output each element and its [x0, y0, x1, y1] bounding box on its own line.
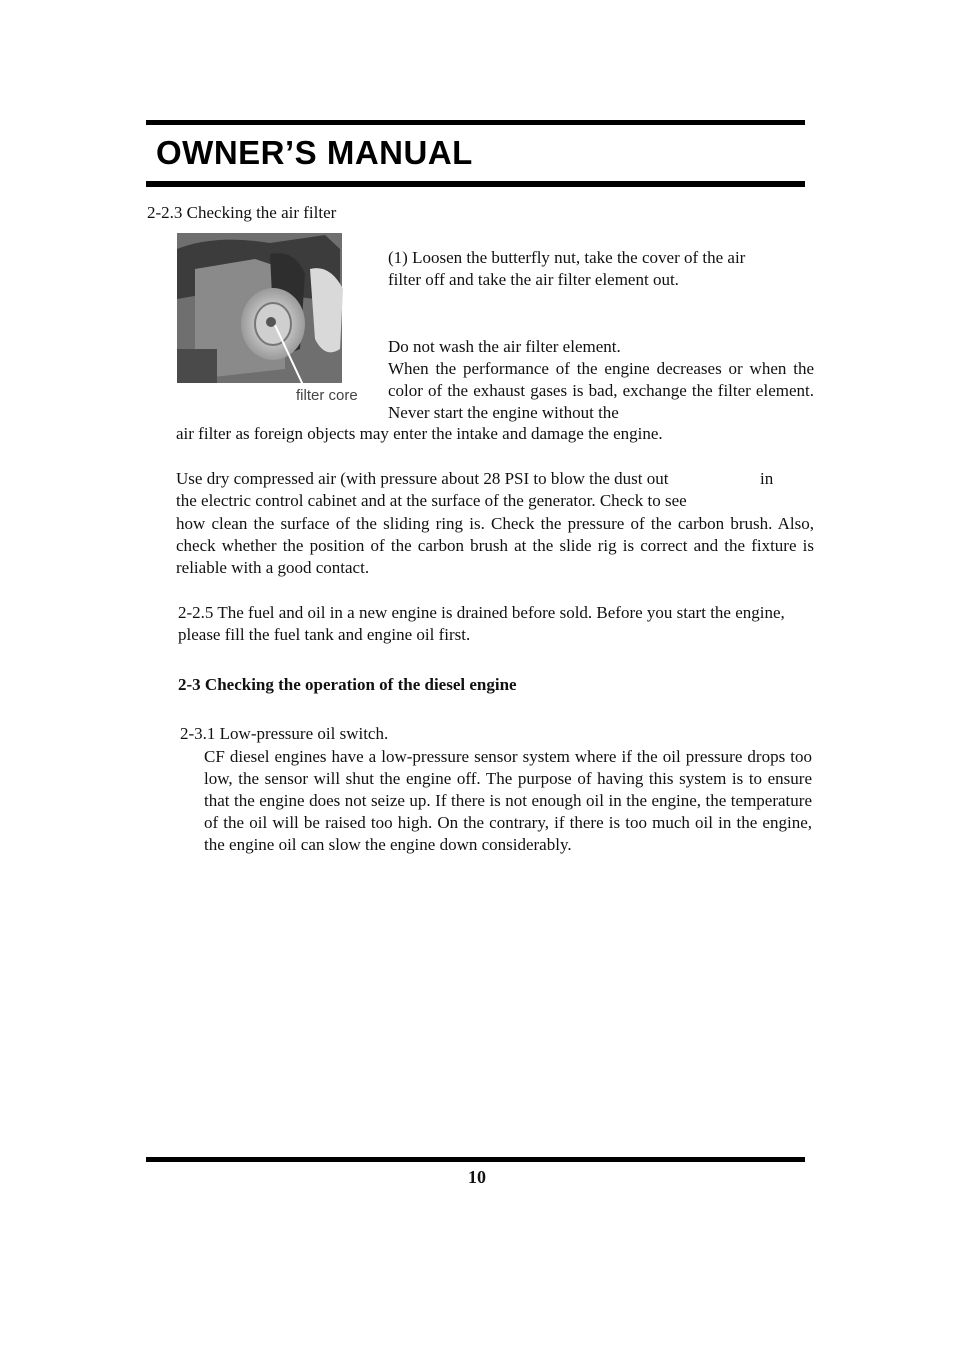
header-rule-bottom	[146, 181, 805, 187]
page-title: OWNER’S MANUAL	[156, 134, 473, 171]
air-filter-step1-line1: (1) Loosen the butterfly nut, take the cover of the air	[388, 248, 746, 267]
photo-caption-filter-core: filter core	[296, 387, 358, 404]
oil-switch-subheading: 2-3.1 Low-pressure oil switch.	[180, 724, 389, 743]
compressed-air-line1: Use dry compressed air (with pressure about 28 PSI to blow the dust out	[176, 469, 669, 488]
page-number: 10	[468, 1167, 486, 1187]
filter-replacement-warning: When the performance of the engine decreases or when the color of the exhaust gases is bad, exchange the filter element. Never start the engine without the	[388, 359, 814, 422]
compressed-air-paragraph: how clean the surface of the sliding ring is. Check the pressure of the carbon brush. Also, check whether the position of the carbon brush at the slide rig is correct and the fixture is reliable with a good contact.	[176, 514, 814, 577]
header-rule-top	[146, 120, 805, 125]
compressed-air-line2: the electric control cabinet and at the surface of the generator. Check to see	[176, 491, 687, 510]
filter-warning-continuation: air filter as foreign objects may enter the intake and damage the engine.	[176, 424, 663, 443]
diesel-operation-heading: 2-3 Checking the operation of the diesel engine	[178, 675, 517, 694]
oil-switch-body: CF diesel engines have a low-pressure sensor system where if the oil pressure drops too low, the sensor will shut the engine off. The purpose of having this system is to ensure that the engine does not seize up. If there is not enough oil in the engine, the temperature of the oil will be raised too high. On the contrary, if there is too much oil in the engine, the engine oil can slow the engine down considerably.	[204, 747, 812, 854]
fuel-oil-paragraph: 2-2.5 The fuel and oil in a new engine is drained before sold. Before you start the engine, please fill the fuel tank and engine oil first.	[178, 603, 785, 644]
air-filter-heading: 2-2.3 Checking the air filter	[147, 203, 337, 222]
compressed-air-line1-tail: in	[760, 469, 774, 488]
air-filter-step1-line2: filter off and take the air filter element out.	[388, 270, 679, 289]
footer-rule	[146, 1157, 805, 1162]
do-not-wash-note: Do not wash the air filter element.	[388, 337, 621, 356]
air-filter-photo	[175, 229, 371, 409]
